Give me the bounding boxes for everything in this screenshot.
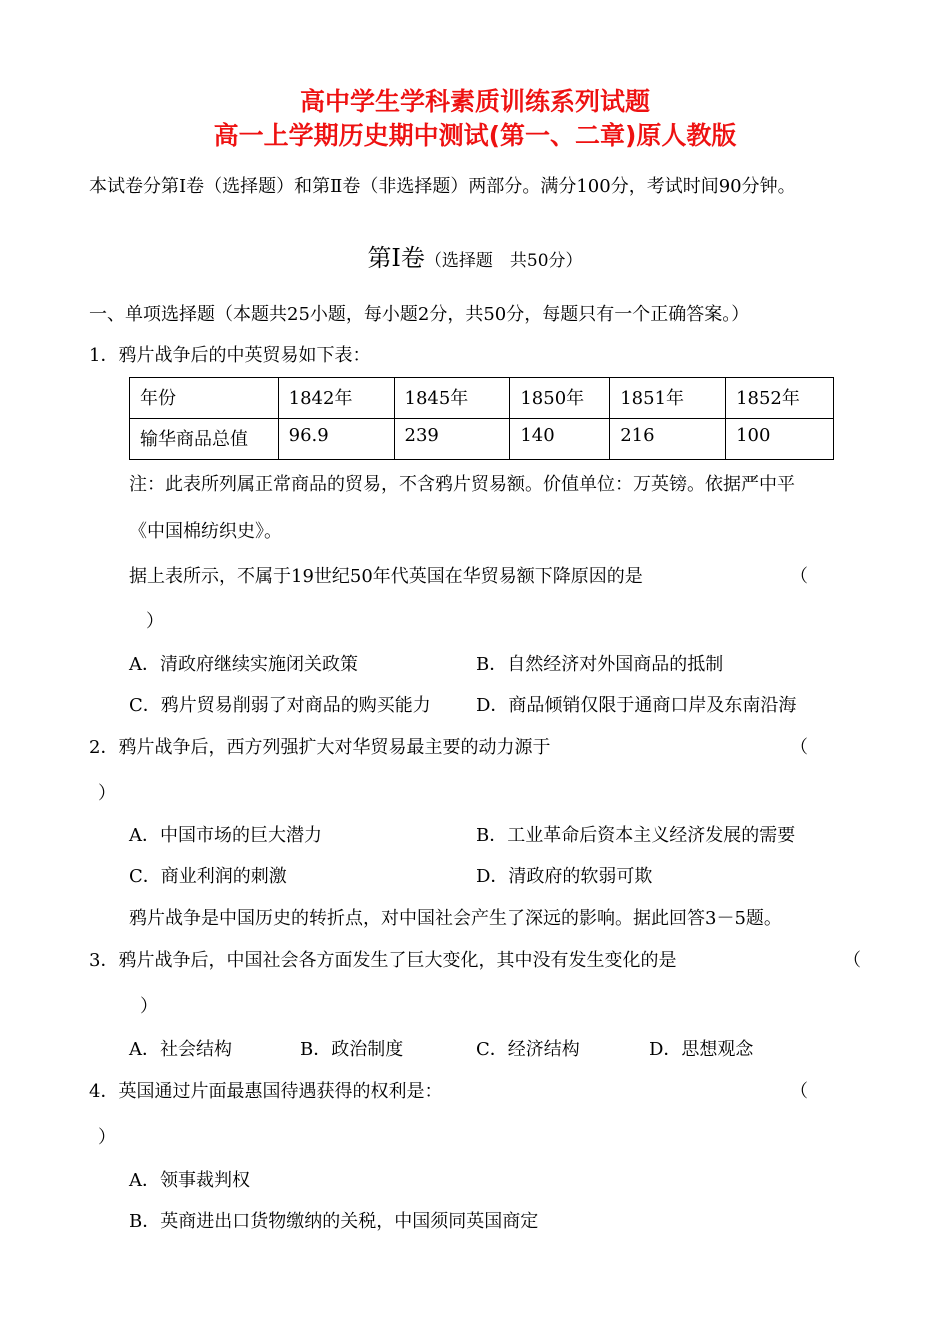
table-cell: 1851年	[610, 378, 726, 419]
table-cell: 239	[394, 419, 510, 460]
section-title: 第Ⅰ卷	[367, 244, 425, 272]
passage-3-5: 鸦片战争是中国历史的转折点，对中国社会产生了深远的影响。据此回答3－5题。	[129, 908, 782, 929]
table-cell: 1845年	[394, 378, 510, 419]
q3-answer-paren-open: （	[843, 950, 861, 971]
q1-question: 据上表所示，不属于19世纪50年代英国在华贸易额下降原因的是	[129, 566, 643, 587]
q1-answer-paren-open: （	[790, 566, 808, 587]
q1-note-line2: 《中国棉纺织史》。	[129, 521, 282, 542]
q2-stem: 2．鸦片战争后，西方列强扩大对华贸易最主要的动力源于	[89, 737, 551, 758]
trade-table	[129, 377, 834, 460]
q2-option-d: D．清政府的软弱可欺	[476, 866, 653, 887]
table-cell: 年份	[130, 378, 279, 419]
section-subtitle: （选择题 共50分）	[424, 251, 583, 271]
q3-option-b: B．政治制度	[300, 1039, 404, 1060]
q1-option-c: C．鸦片贸易削弱了对商品的购买能力	[129, 695, 431, 716]
q1-note-line1: 注：此表所列属正常商品的贸易，不含鸦片贸易额。价值单位：万英镑。依据严中平	[129, 474, 795, 495]
table-cell: 100	[726, 419, 834, 460]
q1-option-a: A．清政府继续实施闭关政策	[129, 654, 358, 675]
exam-series-title: 高中学生学科素质训练系列试题	[299, 87, 650, 116]
q2-option-c: C．商业利润的刺激	[129, 866, 287, 887]
table-header-row	[130, 378, 834, 419]
q1-option-d: D．商品倾销仅限于通商口岸及东南沿海	[476, 695, 797, 716]
exam-title: 高一上学期历史期中测试(第一、二章)原人教版	[213, 121, 737, 150]
table-row	[130, 419, 834, 460]
q2-option-b: B．工业革命后资本主义经济发展的需要	[476, 825, 796, 846]
q2-answer-paren-open: （	[790, 737, 808, 758]
table-cell: 140	[510, 419, 610, 460]
q3-option-d: D．思想观念	[649, 1039, 754, 1060]
q3-stem: 3．鸦片战争后，中国社会各方面发生了巨大变化，其中没有发生变化的是	[89, 950, 677, 971]
q1-option-b: B．自然经济对外国商品的抵制	[476, 654, 724, 675]
q1-stem: 1．鸦片战争后的中英贸易如下表：	[89, 345, 371, 366]
part-heading: 一、单项选择题（本题共25小题，每小题2分，共50分，每题只有一个正确答案。）	[89, 304, 750, 325]
table-cell: 1850年	[510, 378, 610, 419]
q4-stem: 4．英国通过片面最惠国待遇获得的权利是：	[89, 1081, 443, 1102]
q2-option-a: A．中国市场的巨大潜力	[129, 825, 322, 846]
q4-option-a: A．领事裁判权	[129, 1170, 250, 1191]
table-cell: 1842年	[278, 378, 394, 419]
q3-option-a: A．社会结构	[129, 1039, 232, 1060]
q2-answer-paren-close: ）	[98, 783, 116, 804]
table-cell: 输华商品总值	[130, 419, 279, 460]
table-cell: 1852年	[726, 378, 834, 419]
q3-option-c: C．经济结构	[476, 1039, 580, 1060]
q1-answer-paren-close: ）	[146, 611, 164, 632]
q4-answer-paren-close: ）	[98, 1127, 116, 1148]
q3-answer-paren-close: ）	[140, 996, 158, 1017]
table-cell: 96.9	[278, 419, 394, 460]
section-heading	[0, 238, 950, 273]
q4-option-b: B．英商进出口货物缴纳的关税，中国须同英国商定	[129, 1211, 539, 1232]
exam-intro: 本试卷分第Ⅰ卷（选择题）和第Ⅱ卷（非选择题）两部分。满分100分，考试时间90分钟。	[89, 176, 796, 197]
q4-answer-paren-open: （	[790, 1081, 808, 1102]
table-cell: 216	[610, 419, 726, 460]
